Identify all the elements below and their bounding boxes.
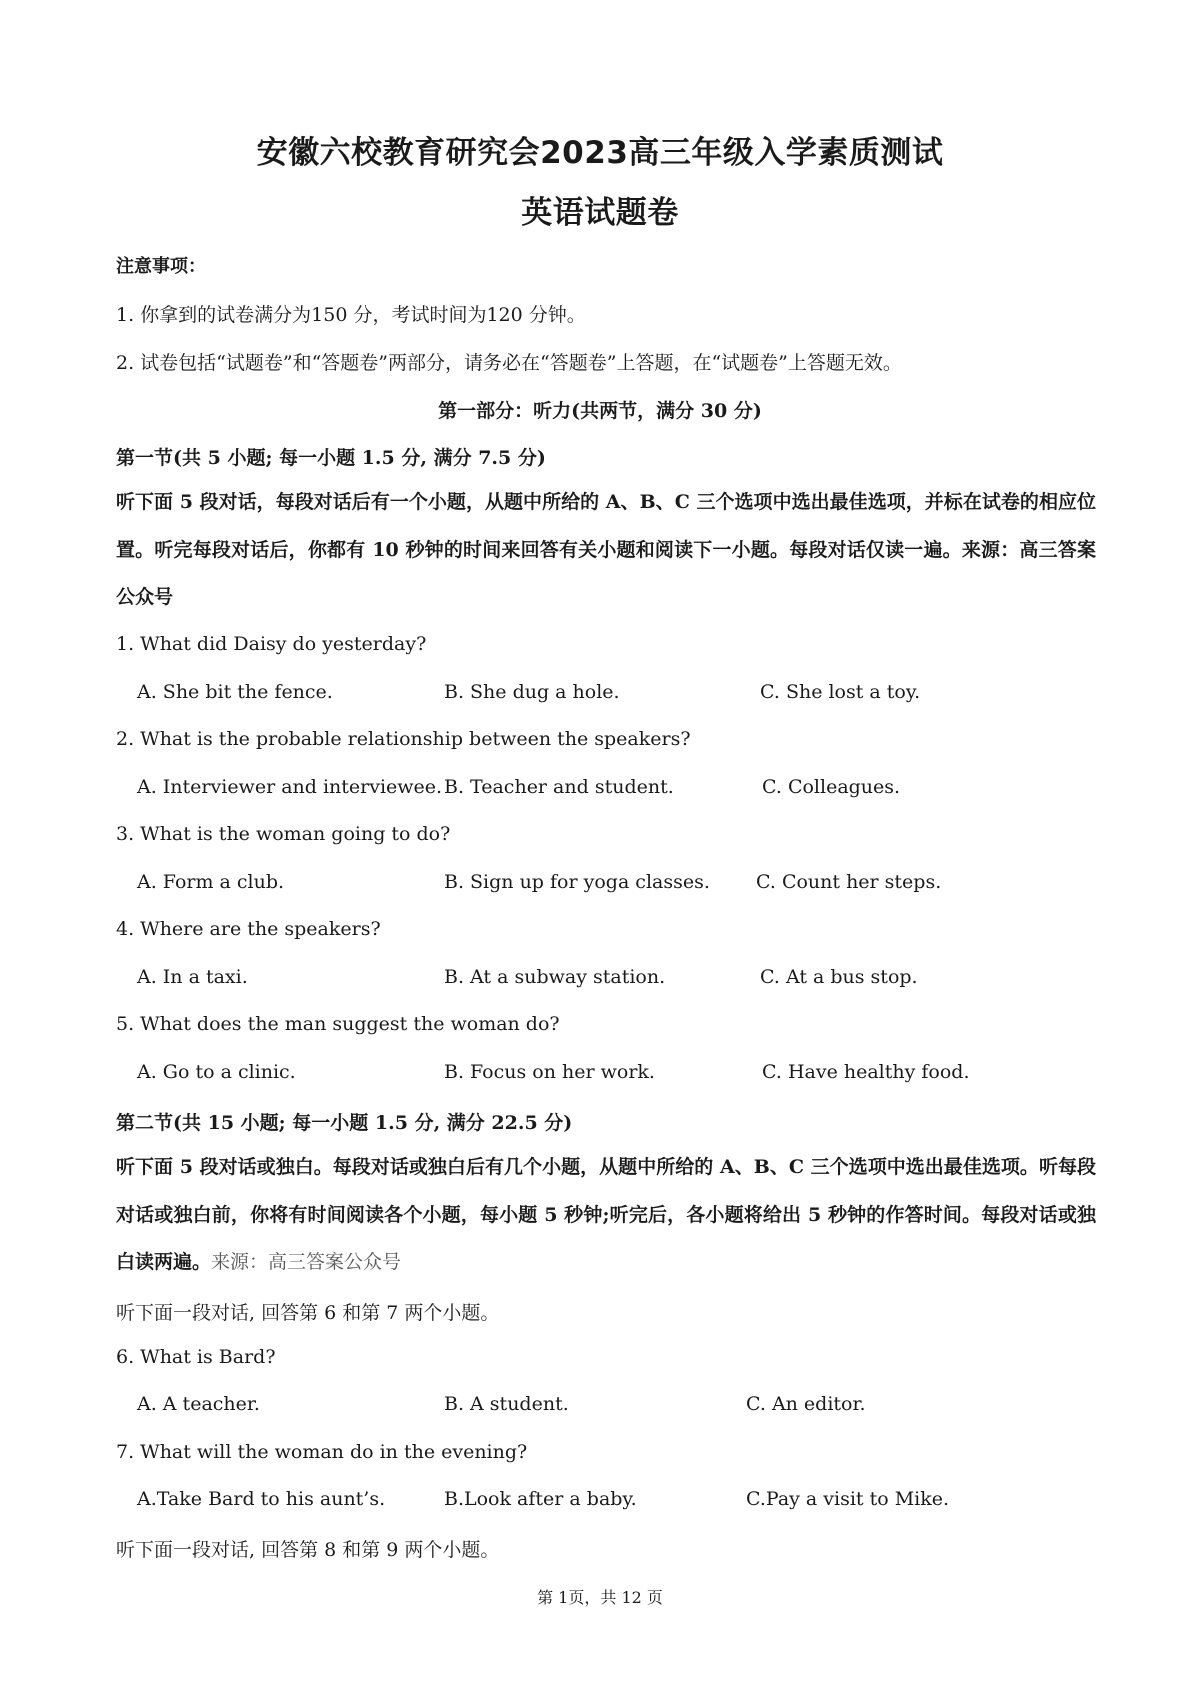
q5-option-c: C. Have healthy food. xyxy=(762,1061,970,1083)
q5-option-b: B. Focus on her work. xyxy=(444,1061,655,1083)
page-footer: 第 1页，共 12 页 xyxy=(537,1588,663,1607)
q2-option-b: B. Teacher and student. xyxy=(444,776,674,798)
q3-option-a: A. Form a club. xyxy=(137,871,285,893)
question-5: 5. What does the man suggest the woman do? xyxy=(116,1013,560,1035)
note-item-2: 2. 试卷包括“试题卷”和“答题卷”两部分，请务必在“答题卷”上答题，在“试题卷”上答题无效。 xyxy=(116,352,902,374)
question-1: 1. What did Daisy do yesterday? xyxy=(116,633,427,655)
part1-title: 第一部分：听力(共两节，满分 30 分) xyxy=(438,400,762,422)
q1-option-b: B. She dug a hole. xyxy=(444,681,620,703)
dialogue-intro-8-9: 听下面一段对话, 回答第 8 和第 9 两个小题。 xyxy=(116,1539,500,1561)
section2-instructions xyxy=(116,1144,1096,1287)
q4-option-c: C. At a bus stop. xyxy=(760,966,918,988)
question-7: 7. What will the woman do in the evening? xyxy=(116,1441,528,1463)
section1-title: 第一节(共 5 小题; 每一小题 1.5 分, 满分 7.5 分) xyxy=(116,447,546,469)
q7-option-b: B.Look after a baby. xyxy=(444,1488,637,1510)
q7-option-c: C.Pay a visit to Mike. xyxy=(746,1488,950,1510)
section2-instructions-text: 听下面 5 段对话或独白。每段对话或独白后有几个小题，从题中所给的 A、B、C 三个选项中选出最佳选项。听每段对话或独白前，你将有时间阅读各个小题，每小题 5 秒钟;听完后，各小题将给出 5 秒钟的作答时间。每段对话或独白读两遍。 xyxy=(116,1156,1096,1273)
q6-option-a: A. A teacher. xyxy=(137,1393,260,1415)
q6-option-c: C. An editor. xyxy=(746,1393,866,1415)
q3-option-b: B. Sign up for yoga classes. xyxy=(444,871,710,893)
q4-option-b: B. At a subway station. xyxy=(444,966,666,988)
question-4: 4. Where are the speakers? xyxy=(116,918,381,940)
question-6: 6. What is Bard? xyxy=(116,1346,276,1368)
exam-title: 安徽六校教育研究会2023高三年级入学素质测试 xyxy=(256,135,944,171)
q1-option-c: C. She lost a toy. xyxy=(760,681,921,703)
note-item-1: 1. 你拿到的试卷满分为150 分，考试时间为120 分钟。 xyxy=(116,304,586,326)
q7-option-a: A.Take Bard to his aunt’s. xyxy=(137,1488,386,1510)
section2-source: 来源：高三答案公众号 xyxy=(211,1251,402,1273)
q2-option-c: C. Colleagues. xyxy=(762,776,901,798)
section1-instructions: 听下面 5 段对话，每段对话后有一个小题，从题中所给的 A、B、C 三个选项中选出最佳选项，并标在试卷的相应位置。听完每段对话后，你都有 10 秒钟的时间来回答有关小题和阅读下一小题。每段对话仅读一遍。来源：高三答案公众号 xyxy=(116,491,1096,608)
q5-option-a: A. Go to a clinic. xyxy=(137,1061,296,1083)
q6-option-b: B. A student. xyxy=(444,1393,569,1415)
q3-option-c: C. Count her steps. xyxy=(756,871,942,893)
question-2: 2. What is the probable relationship between the speakers? xyxy=(116,728,691,750)
q2-option-a: A. Interviewer and interviewee. xyxy=(137,776,443,798)
q4-option-a: A. In a taxi. xyxy=(137,966,248,988)
notes-heading: 注意事项： xyxy=(116,256,206,277)
dialogue-intro-6-7: 听下面一段对话, 回答第 6 和第 7 两个小题。 xyxy=(116,1302,500,1324)
q1-option-a: A. She bit the fence. xyxy=(137,681,333,703)
section2-title: 第二节(共 15 小题; 每一小题 1.5 分, 满分 22.5 分) xyxy=(116,1112,573,1134)
exam-subtitle: 英语试题卷 xyxy=(521,195,679,231)
question-3: 3. What is the woman going to do? xyxy=(116,823,451,845)
